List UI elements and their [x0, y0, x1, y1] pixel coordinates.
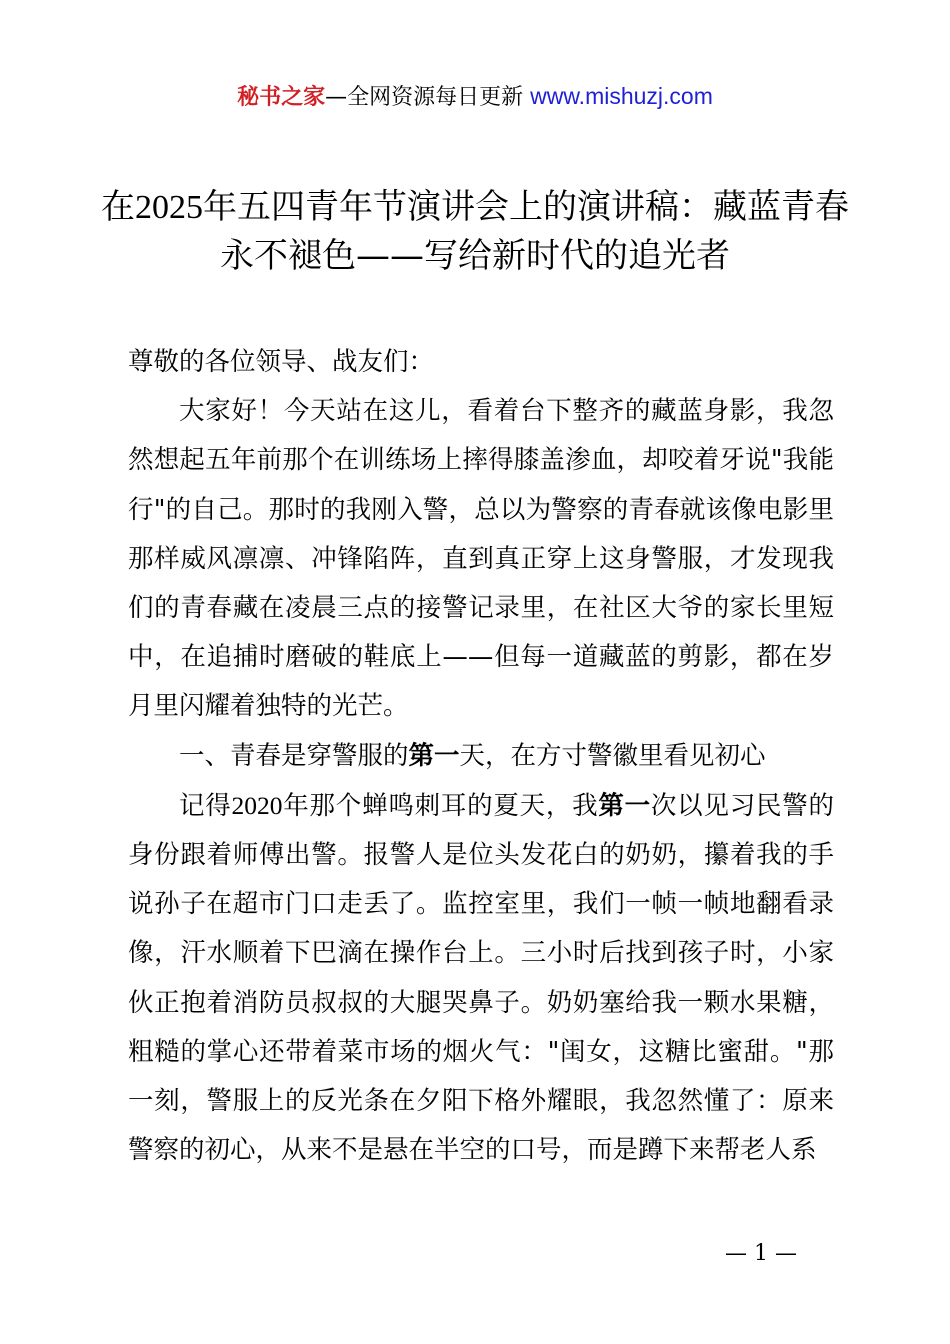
section-heading-1 [128, 732, 834, 781]
site-tagline: —全网资源每日更新 [325, 85, 524, 110]
heading-bold-first: 第一 [408, 740, 460, 771]
para2-text-b: 年那个蝉鸣刺耳的夏天，我 [282, 790, 599, 821]
para2-bold-first: 第一 [598, 790, 651, 821]
heading-text-d: 在方寸警徽里看见初心 [510, 740, 766, 771]
brand-name: 秘书之家 [237, 85, 326, 110]
site-url-link[interactable]: www.mishuzj.com [530, 83, 713, 109]
salutation: 尊敬的各位领导、战友们： [128, 347, 435, 377]
heading-text-a: 一、青春是穿警服的 [179, 740, 409, 771]
heading-text-c: 天， [459, 740, 511, 771]
page-number: — 1 — [725, 1241, 797, 1266]
title-part-2: 年五四青年节演讲会上的演讲稿：藏蓝青春永不褪色——写给新时代的追光者 [203, 187, 849, 276]
title-part-1: 在 [101, 187, 135, 227]
para2-text-a: 记得 [179, 790, 232, 821]
document-body [128, 338, 834, 1175]
para2-text-d: 次以见习民警的身份跟着师傅出警。报警人是位头发花白的奶奶，攥着我的手说孙子在超市门口走丢了。监控室里，我们一帧一帧地翻看录像，汗水顺着下巴滴在操作台上。三小时后找到孩子时，小家伙正抱着消防员叔叔的大腿哭鼻子。奶奶塞给我一颗水果糖，粗糙的掌心还带着菜市场的烟火气："闺女，这糖比蜜甜。"那一刻，警服上的反光条在夕阳下格外耀眼，我忽然懂了：原来警察的初心，从来不是悬在半空的口号，而是蹲下来帮老人系 [128, 790, 834, 1166]
para2-year: 2020 [231, 790, 283, 820]
site-header [0, 80, 950, 114]
title-year: 2025 [135, 189, 203, 226]
document-title [100, 183, 850, 281]
paragraph-intro: 大家好！今天站在这儿，看着台下整齐的藏蓝身影，我忽然想起五年前那个在训练场上摔得膝盖渗血，却咬着牙说"我能行"的自己。那时的我刚入警，总以为警察的青春就该像电影里那样威风凛凛、冲锋陷阵，直到真正穿上这身警服，才发现我们的青春藏在凌晨三点的接警记录里，在社区大爷的家长里短中，在追捕时磨破的鞋底上——但每一道藏蓝的剪影，都在岁月里闪耀着独特的光芒。 [128, 396, 834, 722]
paragraph-memory [128, 781, 834, 1176]
